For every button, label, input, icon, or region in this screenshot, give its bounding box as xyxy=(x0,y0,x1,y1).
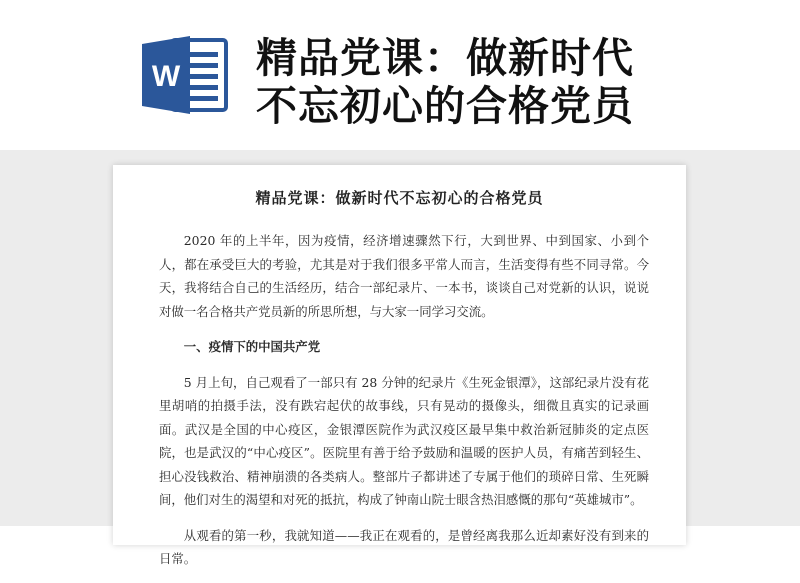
banner-title-line-2: 不忘初心的合格党员 xyxy=(256,82,634,130)
word-logo-letter: W xyxy=(151,60,181,93)
section-heading: 一、疫情下的中国共产党 xyxy=(183,339,321,354)
document-title: 精品党课：做新时代不忘初心的合格党员 xyxy=(255,189,544,207)
section-paragraph: 从观看的第一秒，我就知道——我正在观看的，是曾经离我那么近却素好没有到来的日常。 xyxy=(159,527,649,566)
section-paragraph: 5 月上旬，自己观看了一部只有 28 分钟的纪录片《生死金银潭》，这部纪录片没有花里胡哨的拍摄手法，没有跌宕起伏的故事线，只有晃动的摄像头，细微且真实的记录画面。武汉是全国的中心疫区，金银潭医院作为武汉疫区最早集中救治新冠肺炎的定点医院，也是武汉的“中心疫区”。医院里有善于给予鼓励和温暖的医护人员，有痛苦到轻生、担心没钱救治、精神崩溃的各类病人。整部片子都讲述了专属于他们的琐碎日常、生死瞬间，他们对生的渴望和对死的抵抗，构成了钟南山院士眼含热泪感慨的那句“英雄城市”。 xyxy=(159,374,649,507)
banner-header xyxy=(0,0,800,150)
banner-title xyxy=(256,34,776,130)
document-body xyxy=(159,229,649,583)
word-icon xyxy=(142,34,230,116)
intro-paragraph: 2020 年的上半年，因为疫情，经济增速骤然下行，大到世界、中到国家、小到个人，都在承受巨大的考验，尤其是对于我们很多平常人而言，生活变得有些不同寻常。今天，我将结合自己的生活经历，结合一部纪录片、一本书，谈谈自己对党新的认识，说说对做一名合格共产党员新的所思所想，与大家一同学习交流。 xyxy=(159,233,649,319)
document-page xyxy=(113,165,686,566)
banner-title-line-1: 精品党课：做新时代 xyxy=(256,34,634,82)
